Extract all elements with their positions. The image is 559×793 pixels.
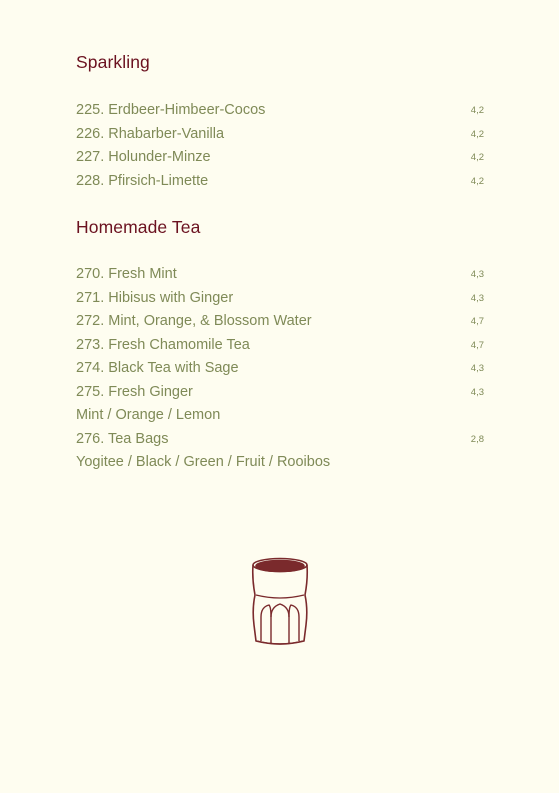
list-item <box>76 356 486 380</box>
item-name: 275. Fresh Ginger <box>76 383 193 400</box>
item-name: 227. Holunder-Minze <box>76 149 211 165</box>
item-name: 272. Mint, Orange, & Blossom Water <box>76 313 312 329</box>
item-name: 270. Fresh Mint <box>76 266 177 282</box>
item-name: 273. Fresh Chamomile Tea <box>76 336 250 353</box>
list-item <box>76 403 486 427</box>
item-name: 274. Black Tea with Sage <box>76 360 239 376</box>
item-price: 4,3 <box>470 363 484 374</box>
list-item <box>76 286 486 310</box>
item-price: 4,3 <box>470 386 484 398</box>
tea-glass-icon <box>249 557 311 649</box>
sparkling-list <box>76 98 486 192</box>
list-item <box>76 333 486 357</box>
list-item <box>76 145 486 169</box>
list-item <box>76 122 486 146</box>
list-item <box>76 262 486 286</box>
item-price: 2,8 <box>470 433 484 445</box>
item-price: 4,7 <box>470 339 484 351</box>
item-price: 4,3 <box>470 292 484 304</box>
item-price: 4,2 <box>470 105 484 116</box>
item-price: 4,7 <box>470 316 484 327</box>
item-name: 226. Rhabarber-Vanilla <box>76 125 225 142</box>
item-price: 4,2 <box>470 175 484 187</box>
list-item <box>76 309 486 333</box>
item-price: 4,2 <box>470 128 484 140</box>
section-title-sparkling: Sparkling <box>76 52 150 72</box>
item-subline: Mint / Orange / Lemon <box>76 407 221 423</box>
list-item <box>76 98 486 122</box>
list-item <box>76 427 486 451</box>
list-item <box>76 169 486 193</box>
list-item <box>76 450 486 474</box>
item-subline: Yogitee / Black / Green / Fruit / Rooibos <box>76 454 331 470</box>
list-item <box>76 380 486 404</box>
item-name: 276. Tea Bags <box>76 430 169 447</box>
item-price: 4,2 <box>470 152 484 163</box>
item-name: 225. Erdbeer-Himbeer-Cocos <box>76 102 266 118</box>
item-name: 228. Pfirsich-Limette <box>76 172 209 189</box>
item-name: 271. Hibisus with Ginger <box>76 289 234 306</box>
item-price: 4,3 <box>470 269 484 280</box>
section-title-homemade-tea: Homemade Tea <box>76 217 201 237</box>
homemade-tea-list <box>76 262 486 474</box>
